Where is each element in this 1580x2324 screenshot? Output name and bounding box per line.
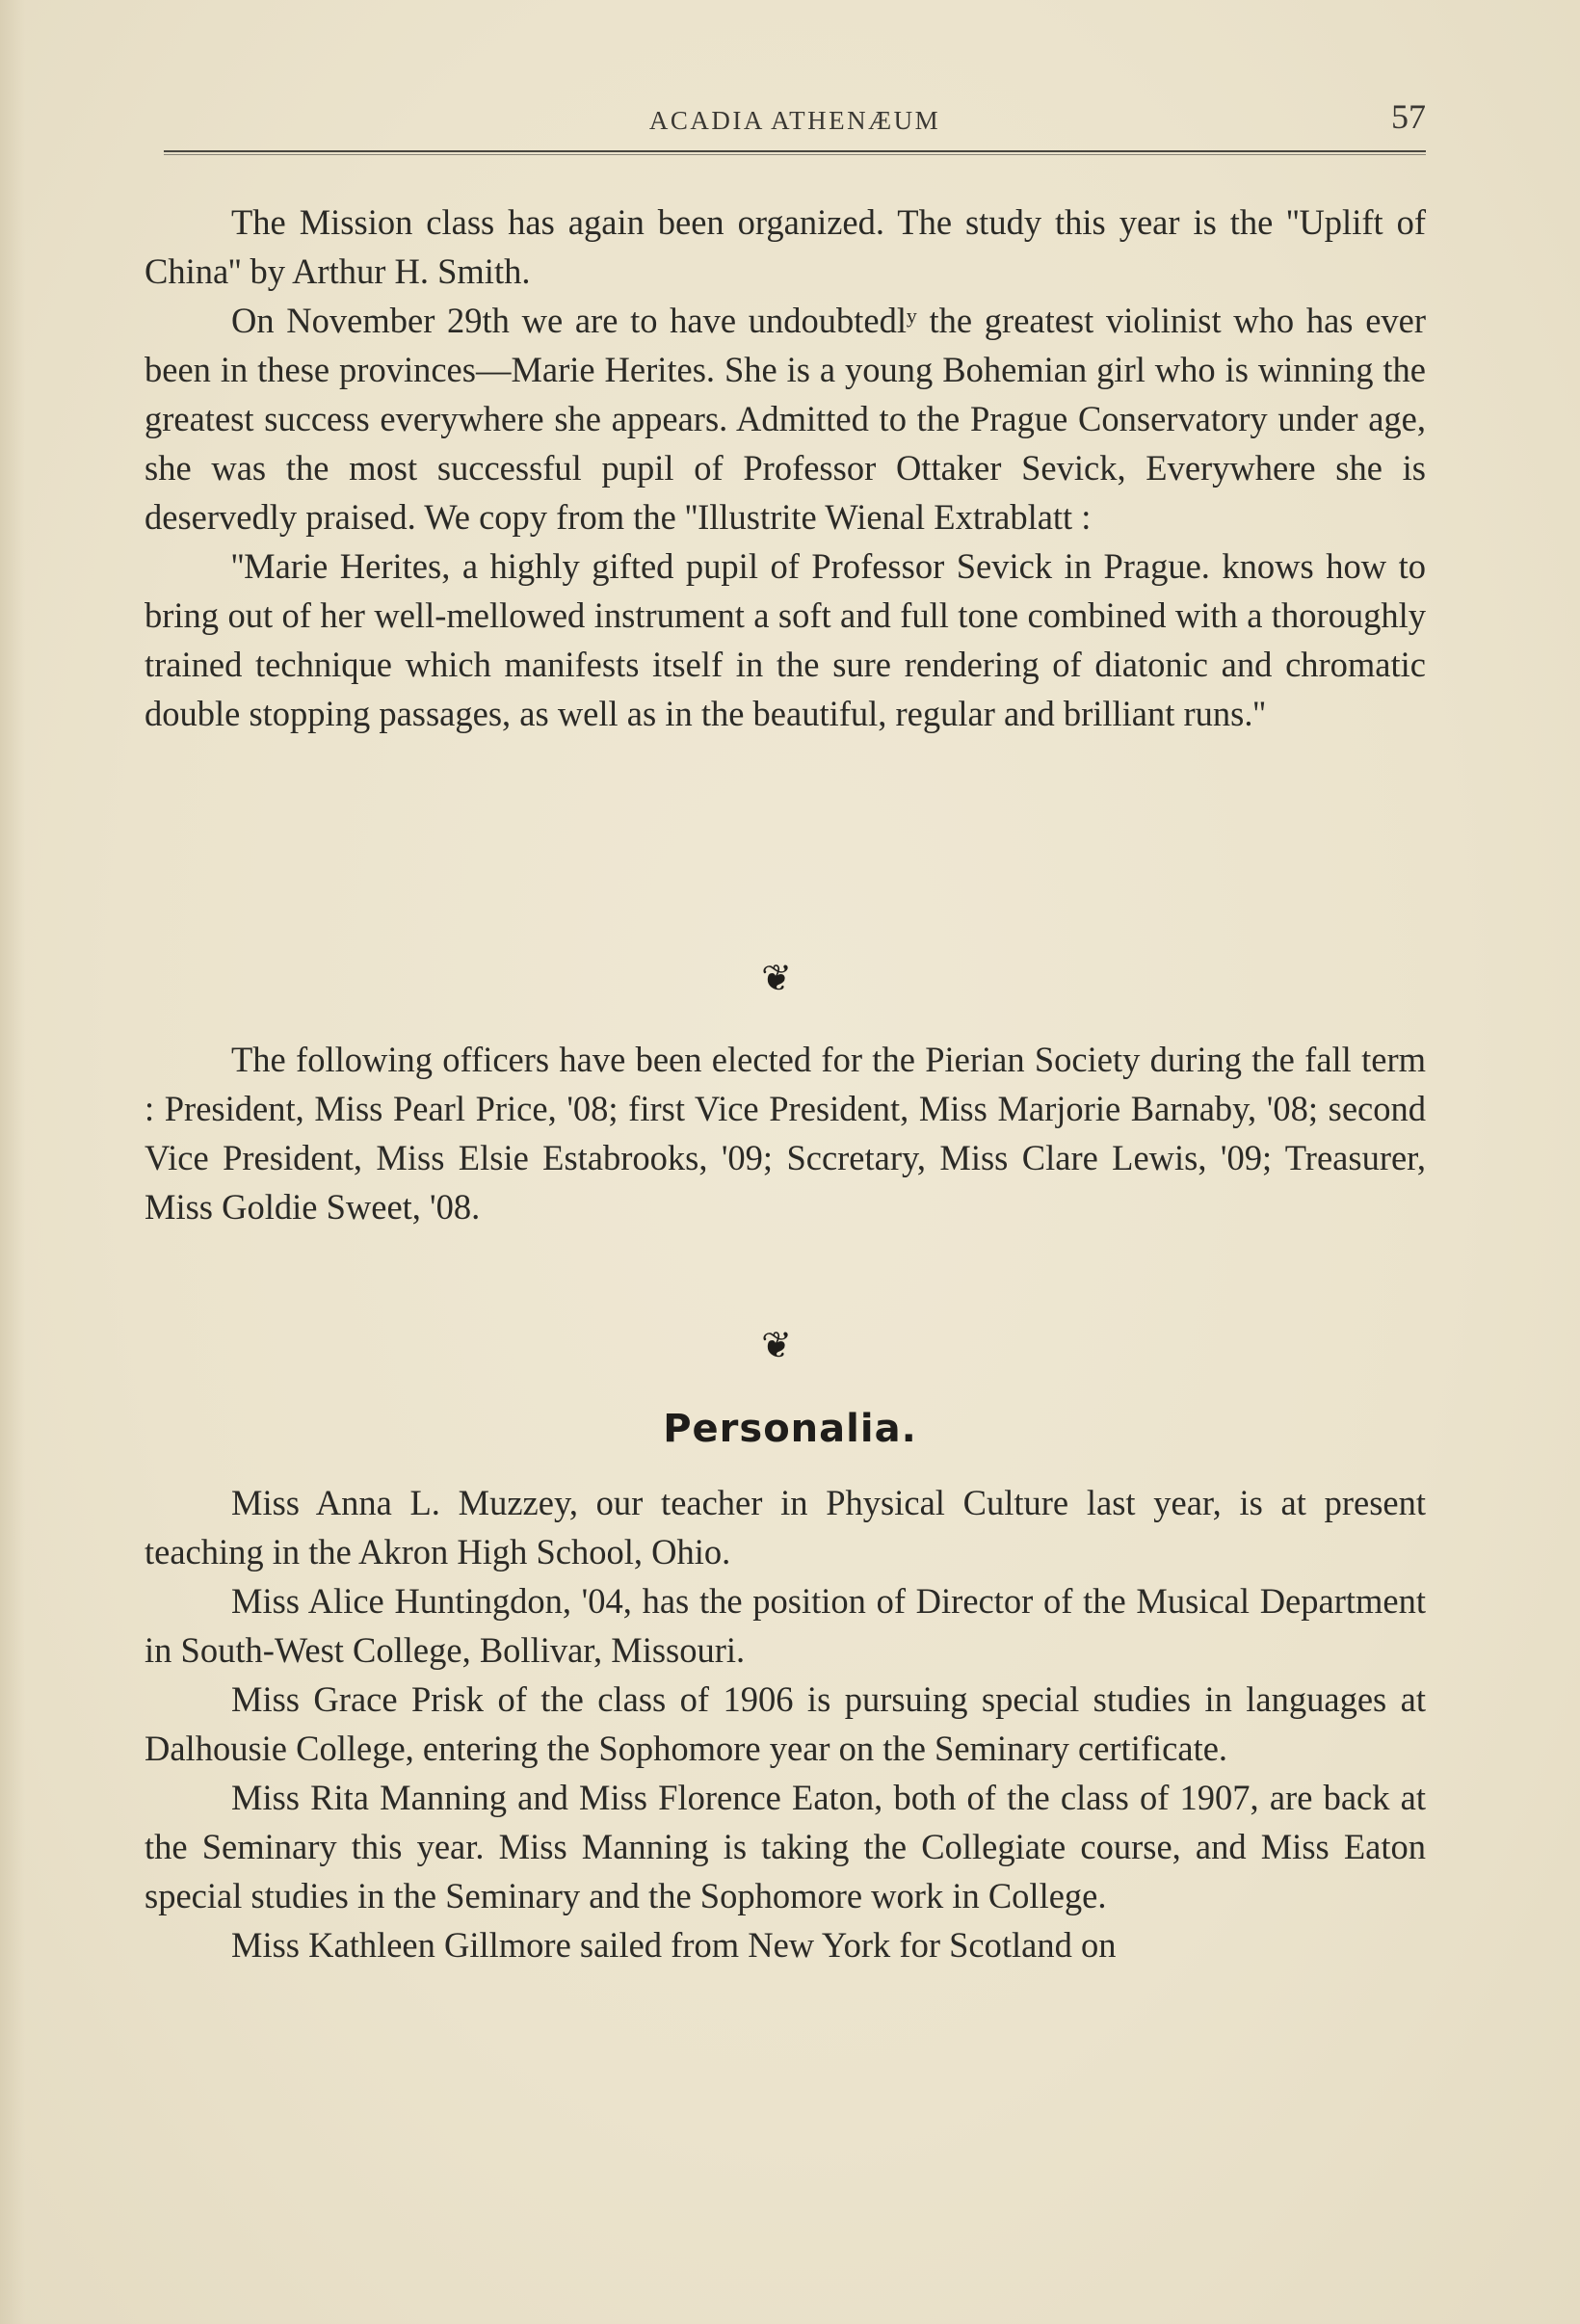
paragraph-quote: ''Marie Herites, a highly gifted pupil of Professor Sevick in Prague. knows how to bring out of her well-mellowed instrument a soft and full tone combined with a thoroughly trained technique which manifests itself in the sure rendering of diatonic and chromatic double stopping passages, as well as in the beautiful, regular and brilliant runs.'' xyxy=(145,546,1426,733)
paragraph-muzzey: Miss Anna L. Muzzey, our teacher in Physical Culture last year, is at present teaching in the Akron High School, Ohio. xyxy=(145,1483,1426,1571)
fleuron-ornament-icon: ❦ xyxy=(761,1324,792,1366)
page-header xyxy=(164,92,1426,150)
paragraph-prisk: Miss Grace Prisk of the class of 1906 is pursuing special studies in languages at Dalhousie College, entering the Sophomore year on the Seminary certificate. xyxy=(145,1679,1426,1768)
mission-section xyxy=(145,198,1426,738)
paragraph-violinist: On November 29th we are to have undoubtedlʸ the greatest violinist who has ever been in these provinces—Marie Herites. She is a young Bohemian girl who is winning the greatest success everywhere she appears. Admitted to the Prague Conservatory under age, she was the most successful pupil of Professor Ottaker Sevick, Everywhere she is deservedly praised. We copy from the ''Illustrite Wienal Extrablatt : xyxy=(145,301,1426,537)
paragraph-mission-class: The Mission class has again been organized. The study this year is the ''Uplift of China'' by Arthur H. Smith. xyxy=(145,202,1426,291)
paragraph-huntingdon: Miss Alice Huntingdon, '04, has the position of Director of the Musical Department in South-West College, Bollivar, Missouri. xyxy=(145,1581,1426,1670)
running-head: ACADIA ATHENÆUM xyxy=(648,106,941,135)
paragraph-manning-eaton: Miss Rita Manning and Miss Florence Eaton, both of the class of 1907, are back at the Seminary this year. Miss Manning is taking the Collegiate course, and Miss Eaton special studies in the Seminary and the Sophomore work in College. xyxy=(145,1778,1426,1915)
section-heading-personalia: Personalia. xyxy=(663,1407,917,1451)
paragraph-gillmore: Miss Kathleen Gillmore sailed from New York for Scotland on xyxy=(231,1925,1117,1965)
page-number: 57 xyxy=(1391,97,1426,136)
fleuron-ornament-icon: ❦ xyxy=(761,957,792,999)
pierian-section xyxy=(145,1035,1426,1231)
spine-shadow xyxy=(0,0,25,2324)
personalia-section xyxy=(145,1478,1426,1969)
header-rule xyxy=(164,150,1426,152)
paragraph-pierian-officers: The following officers have been elected for the Pierian Society during the fall term : President, Miss Pearl Price, '08; first Vice President, Miss Marjorie Barnaby, '08; second Vice President, Miss Elsie Estabrooks, '09; Sccretary, Miss Clare Lewis, '09; Treasurer, Miss Goldie Sweet, '08. xyxy=(145,1040,1426,1227)
